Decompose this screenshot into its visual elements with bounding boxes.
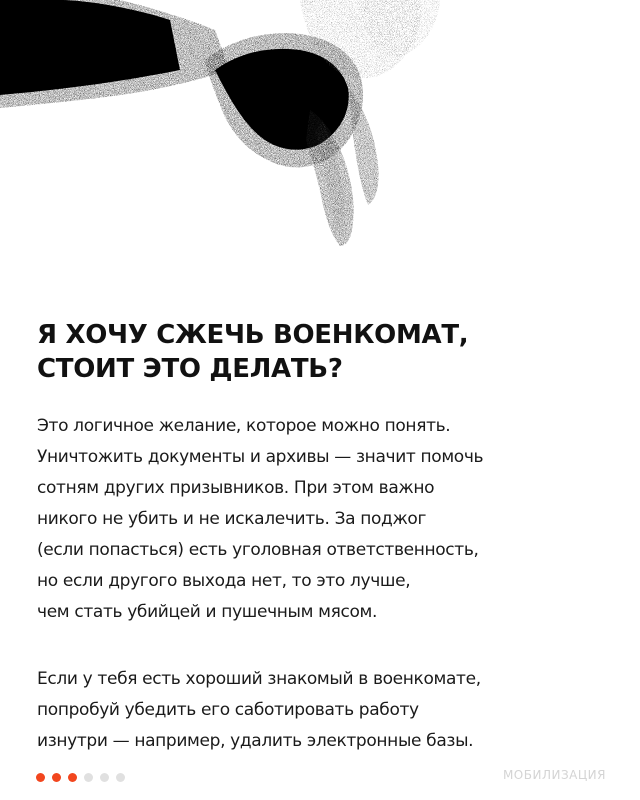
title-line: СТОИТ ЭТО ДЕЛАТЬ? bbox=[37, 354, 343, 384]
text-line: сотням других призывников. При этом важно bbox=[37, 478, 435, 498]
page-title bbox=[37, 318, 607, 386]
pager-dot[interactable] bbox=[36, 773, 45, 782]
text-line: но если другого выхода нет, то это лучше, bbox=[37, 571, 411, 591]
hand-burning-paper-illustration bbox=[0, 0, 640, 260]
text-line: Это логичное желание, которое можно понять. bbox=[37, 416, 451, 436]
text-line: изнутри — например, удалить электронные базы. bbox=[37, 731, 474, 751]
text-line: чем стать убийцей и пушечным мясом. bbox=[37, 602, 378, 622]
pager-dot[interactable] bbox=[116, 773, 125, 782]
brand-label: МОБИЛИЗАЦИЯ bbox=[502, 768, 606, 782]
slide-pager bbox=[36, 772, 125, 782]
pager-dot[interactable] bbox=[68, 773, 77, 782]
text-line: никого не убить и не искалечить. За поджог bbox=[37, 509, 427, 529]
text-line: Если у тебя есть хороший знакомый в военкомате, bbox=[37, 669, 481, 689]
text-line: Уничтожить документы и архивы — значит помочь bbox=[37, 447, 484, 467]
pager-dot[interactable] bbox=[100, 773, 109, 782]
text-line: (если попасться) есть уголовная ответственность, bbox=[37, 540, 479, 560]
paragraph-1 bbox=[37, 411, 617, 628]
paragraph-2 bbox=[37, 664, 617, 757]
text-line: попробуй убедить его саботировать работу bbox=[37, 700, 419, 720]
pager-dot[interactable] bbox=[84, 773, 93, 782]
pager-dot[interactable] bbox=[52, 773, 61, 782]
title-line: Я ХОЧУ СЖЕЧЬ ВОЕНКОМАТ, bbox=[37, 320, 469, 350]
